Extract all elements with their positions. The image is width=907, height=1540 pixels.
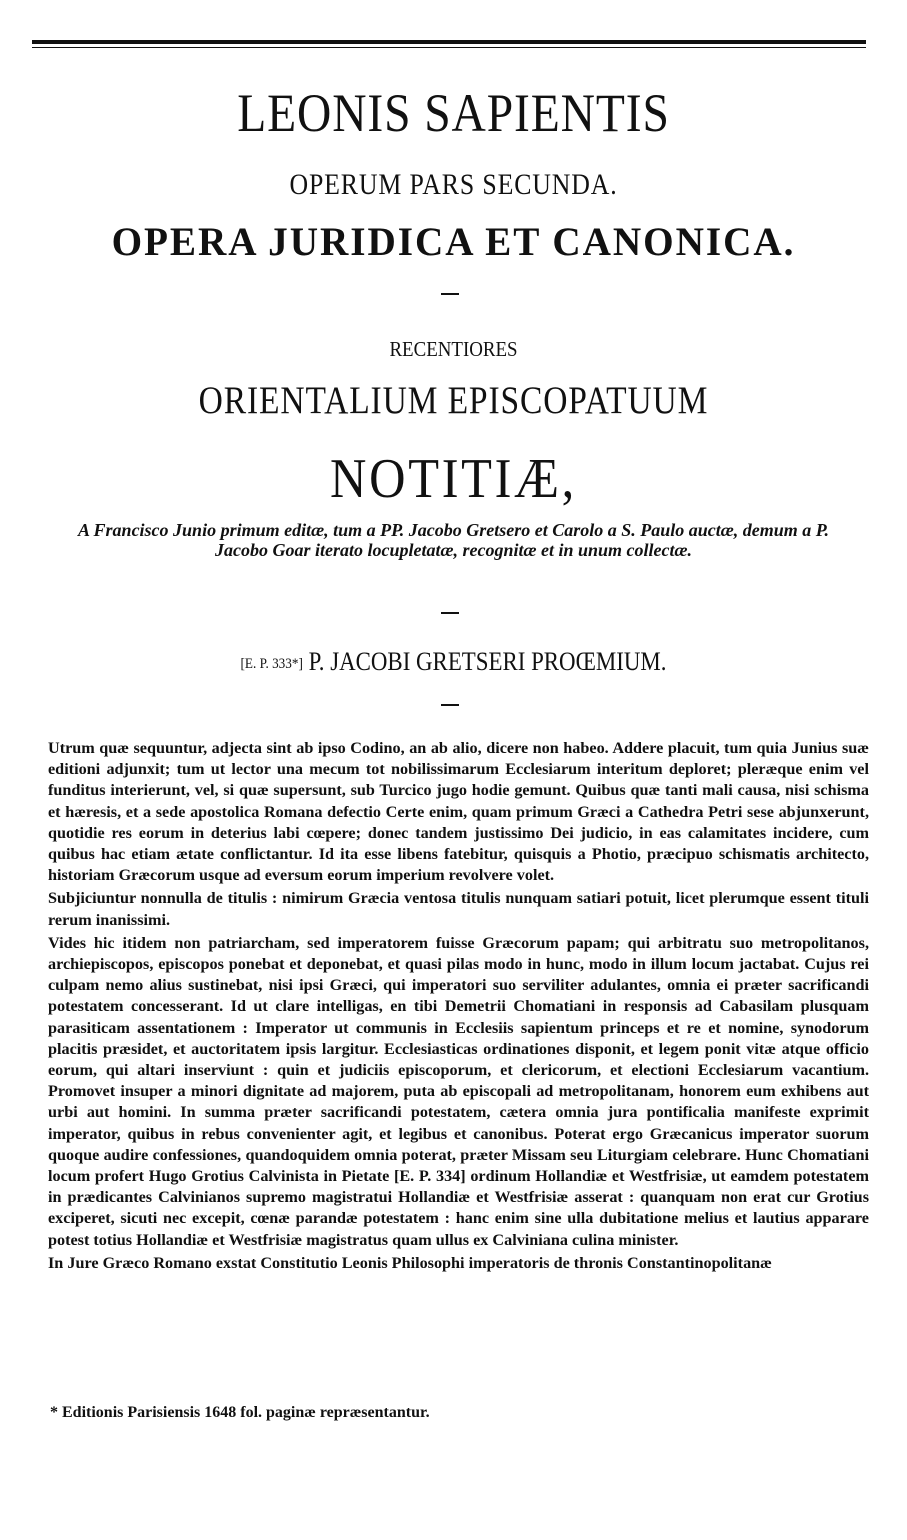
footnote: * Editionis Parisiensis 1648 fol. paginæ repræsentantur. bbox=[50, 1404, 430, 1421]
paragraph: Subjiciuntur nonnulla de titulis : nimirum Græcia ventosa titulis nunquam satiari potuit, licet plerumque essent tituli rerum inanissimi. bbox=[48, 889, 869, 929]
page-reference: [E. P. 333*] bbox=[240, 656, 303, 672]
heading-line-2: NOTITIÆ, bbox=[330, 448, 577, 510]
edition-description: A Francisco Junio primum editæ, tum a PP. Jacobo Gretsero et Carolo a S. Paulo auctæ, demum a P. Jacobo Goar iterato locupletatæ, recognitæ et in unum collectæ. bbox=[78, 520, 829, 560]
paragraph: Utrum quæ sequuntur, adjecta sint ab ipso Codino, an ab alio, dicere non habeo. Addere placuit, tum quia Junius suæ editioni adjunxit; tum ut lector una mecum tot nobilissimarum Ecclesiarum interitum deploret; pleræque enim vel funditus interierunt, vel, si quæ supersunt, sub Turcico jugo hodie gemunt. Quibus quæ tanti mali causa, nisi schisma et hæresis, et a sede apostolica Romana defectio Certe enim, quam primum Græci a Cathedra Petri sese abjunxerunt, quotidie res eorum in deterius labi cœpere; donec tandem justissimo Dei judicio, in eas calamitates incidere, cum quibus hac etiam ætate conflictantur. Id ita esse libens fatebitur, quisquis a Photio, præcipuo schismatis architecto, historiam Græcorum usque ad eversum eorum imperium revolvere volet. bbox=[48, 739, 869, 885]
kicker-text: RECENTIORES bbox=[389, 337, 518, 361]
section-title: OPERA JURIDICA ET CANONICA. bbox=[111, 219, 796, 264]
top-rule bbox=[32, 40, 866, 44]
separator-dash bbox=[441, 293, 459, 295]
paragraph: In Jure Græco Romano exstat Constitutio Leonis Philosophi imperatoris de thronis Constantinopolitanæ bbox=[48, 1253, 772, 1272]
paragraph: Vides hic itidem non patriarcham, sed imperatorem fuisse Græcorum papam; qui arbitratu suo metropolitanos, archiepiscopos, episcopos ponebat et deponebat, et quasi pilas modo in hunc, modo in illum locum jactabat. Cujus rei culpam nemo alius sustinebat, nisi ipsi Græci, qui imperatori suo serviliter adulantes, omnia ei præter sacrificandi potestatem concesserant. Id ut clare intelligas, en tibi Demetrii Chomatiani in responsis ad Cabasilam plusquam parasiticam assentationem : Imperator ut communis in Ecclesiis sapientum princeps et re et nomine, synodorum placitis præsidet, et auctoritatem ipsis largitur. Ecclesiasticas ordinationes disponit, et legem ponit vitæ atque officio eorum, qui altari inserviunt : quin et judiciis episcoporum, et clericorum, et electioni Ecclesiarum vacantium. Promovet insuper a minori dignitate ad majorem, puta ab episcopali ad metropolitanam, honorem eum exhibens aut urbi aut homini. In summa præter sacrificandi potestatem, cætera omnia jura pontificalia manifeste exprimit imperator, quibus in rebus convenienter agit, et legibus et canonibus. Poterat ergo Græcanicus imperator suorum quoque audire confessiones, quandoquidem omnia poterat, præter Missam seu Liturgiam celebrare. Hunc Chomatiani locum profert Hugo Grotius Calvinista in Pietate [E. P. 334] ordinum Hollandiæ et Westfrisiæ, ut eamdem potestatem in prædicantes Calvinianos supremo magistratui Hollandiæ et Westfrisiæ asserat : quanquam non erat cur Grotius exciperet, sicuti nec excepit, cœnæ parandæ potestatem : hanc enim sine ulla dubitatione melius et lautius apparare potest totius Hollandiæ et Westfrisiæ magistratus quam ullus ex Calviniana culina minister. bbox=[48, 933, 869, 1249]
procemium-title: P. JACOBI GRETSERI PROŒMIUM. bbox=[308, 647, 667, 676]
page-subtitle: OPERUM PARS SECUNDA. bbox=[289, 168, 618, 201]
top-rule-thin bbox=[32, 47, 866, 48]
heading-line-1: ORIENTALIUM EPISCOPATUUM bbox=[198, 379, 709, 422]
page-title: LEONIS SAPIENTIS bbox=[237, 83, 670, 143]
separator-dash bbox=[441, 704, 459, 706]
body-text bbox=[48, 738, 869, 1274]
separator-dash bbox=[441, 612, 459, 614]
procemium-heading bbox=[54, 647, 852, 677]
